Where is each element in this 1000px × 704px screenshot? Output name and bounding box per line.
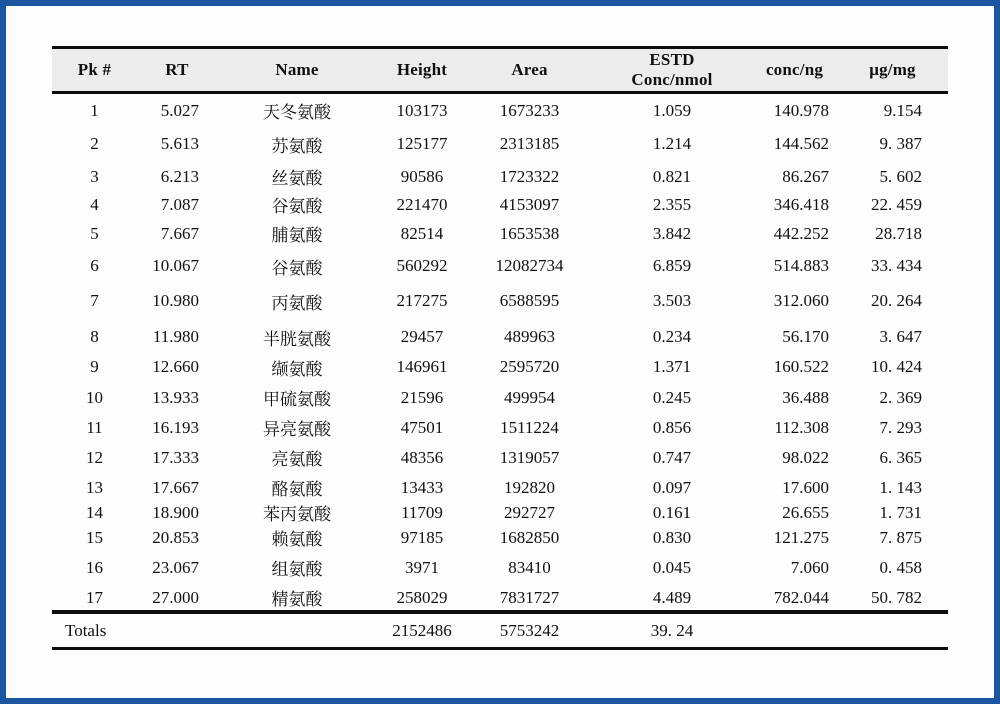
cell-estd: 1.059: [652, 100, 692, 120]
cell-conc_ng: 112.308: [774, 417, 829, 437]
totals-label: Totals: [65, 620, 107, 640]
totals-area: 5753242: [499, 620, 560, 640]
cell-conc_ng: 144.562: [773, 134, 829, 153]
cell-pk: 13: [86, 477, 103, 497]
totals-estd: 39. 24: [650, 620, 694, 640]
cell-name: 谷氨酸: [271, 197, 323, 216]
cell-conc_ng: 36.488: [782, 387, 829, 407]
cell-area: 292727: [504, 502, 555, 522]
cell-rt: 7.087: [160, 194, 199, 214]
cell-height: 560292: [396, 256, 448, 275]
cell-conc_ng: 312.060: [773, 291, 829, 310]
cell-estd: 0.097: [652, 477, 692, 497]
cell-ug_mg: 6. 365: [879, 447, 922, 467]
cell-name: 丙氨酸: [271, 293, 323, 313]
cell-ug_mg: 2. 369: [879, 387, 922, 407]
cell-area: 1723322: [499, 166, 560, 186]
cell-estd: 3.842: [652, 223, 692, 243]
table-row: [52, 440, 948, 475]
table-row: [52, 320, 948, 354]
cell-estd: 0.821: [652, 166, 692, 186]
col-header-rt: RT: [165, 60, 189, 80]
cell-pk: 4: [90, 194, 99, 214]
cell-name: 天冬氨酸: [263, 103, 331, 122]
col-header-area: Area: [511, 60, 548, 80]
cell-rt: 16.193: [152, 417, 199, 437]
cell-ug_mg: 20. 264: [871, 291, 922, 310]
cell-estd: 2.355: [652, 194, 692, 214]
cell-height: 217275: [396, 291, 448, 310]
cell-rt: 17.667: [152, 477, 199, 497]
cell-height: 97185: [400, 527, 444, 547]
cell-ug_mg: 28.718: [875, 223, 922, 243]
cell-height: 11709: [401, 502, 443, 522]
cell-estd: 0.045: [652, 557, 692, 577]
cell-ug_mg: 50. 782: [871, 587, 922, 607]
cell-height: 146961: [396, 357, 448, 376]
table-row: [52, 475, 948, 500]
cell-area: 2595720: [499, 357, 560, 376]
cell-conc_ng: 782.044: [773, 587, 829, 607]
cell-ug_mg: 33. 434: [871, 256, 922, 275]
cell-height: 29457: [400, 327, 444, 346]
totals-row: [52, 610, 948, 650]
cell-area: 1653538: [499, 223, 560, 243]
cell-estd: 0.856: [652, 417, 692, 437]
cell-height: 221470: [396, 194, 448, 214]
cell-height: 21596: [400, 387, 444, 407]
cell-conc_ng: 160.522: [773, 357, 829, 376]
estd-header-line1: ESTD: [649, 50, 695, 70]
cell-rt: 12.660: [152, 357, 199, 376]
cell-ug_mg: 1. 143: [879, 477, 922, 497]
cell-pk: 17: [86, 587, 103, 607]
cell-conc_ng: 56.170: [782, 327, 829, 346]
cell-area: 6588595: [499, 291, 560, 310]
cell-pk: 12: [86, 447, 103, 467]
cell-estd: 0.161: [652, 502, 692, 522]
col-header-ug-mg: μg/mg: [869, 60, 916, 80]
table-body: [52, 94, 948, 610]
cell-estd: 4.489: [652, 587, 692, 607]
cell-ug_mg: 7. 875: [879, 527, 922, 547]
col-header-height: Height: [396, 60, 448, 80]
cell-rt: 13.933: [152, 387, 199, 407]
cell-pk: 9: [90, 357, 99, 376]
cell-height: 13433: [400, 477, 444, 497]
totals-rt-empty: [137, 614, 217, 647]
cell-ug_mg: 1. 731: [879, 502, 922, 522]
cell-estd: 0.245: [652, 387, 692, 407]
cell-ug_mg: 9. 387: [879, 134, 922, 153]
cell-name: 精氨酸: [271, 590, 323, 609]
cell-rt: 10.980: [152, 291, 199, 310]
cell-height: 47501: [400, 417, 444, 437]
cell-estd: 1.371: [652, 357, 692, 376]
cell-area: 4153097: [499, 194, 560, 214]
table-row: [52, 585, 948, 610]
table-row: [52, 127, 948, 161]
cell-name: 丝氨酸: [271, 169, 323, 188]
cell-rt: 20.853: [152, 527, 199, 547]
cell-name: 酪氨酸: [271, 480, 323, 499]
cell-height: 125177: [396, 134, 448, 153]
cell-ug_mg: 9.154: [883, 100, 922, 120]
table-row: [52, 500, 948, 525]
table-row: [52, 282, 948, 320]
cell-ug_mg: 22. 459: [871, 194, 922, 214]
cell-area: 2313185: [499, 134, 560, 153]
cell-height: 90586: [400, 166, 444, 186]
amino-acid-results-table: [52, 46, 948, 650]
table-header-row: [52, 46, 948, 94]
cell-estd: 0.747: [652, 447, 692, 467]
cell-rt: 11.980: [152, 327, 199, 346]
cell-height: 48356: [400, 447, 444, 467]
cell-area: 499954: [504, 387, 555, 407]
cell-name: 谷氨酸: [271, 258, 323, 278]
cell-area: 12082734: [495, 256, 564, 275]
cell-area: 1319057: [499, 447, 560, 467]
cell-height: 103173: [396, 100, 448, 120]
cell-conc_ng: 121.275: [773, 527, 829, 547]
cell-area: 192820: [504, 477, 555, 497]
cell-name: 缬氨酸: [271, 359, 323, 379]
table-row: [52, 415, 948, 440]
cell-estd: 6.859: [652, 256, 692, 275]
cell-rt: 5.027: [160, 100, 199, 120]
cell-ug_mg: 10. 424: [871, 357, 922, 376]
table-row: [52, 380, 948, 415]
cell-pk: 15: [86, 527, 103, 547]
cell-name: 半胱氨酸: [263, 329, 331, 349]
cell-estd: 1.214: [652, 134, 692, 153]
cell-conc_ng: 26.655: [782, 502, 829, 522]
cell-name: 脯氨酸: [271, 226, 323, 245]
cell-rt: 27.000: [152, 587, 199, 607]
cell-pk: 10: [86, 387, 103, 407]
cell-ug_mg: 5. 602: [879, 166, 922, 186]
cell-name: 赖氨酸: [271, 530, 323, 549]
cell-height: 3971: [405, 557, 439, 577]
cell-pk: 7: [90, 291, 99, 310]
cell-pk: 14: [86, 502, 103, 522]
cell-pk: 5: [90, 223, 99, 243]
cell-rt: 10.067: [152, 256, 199, 275]
cell-conc_ng: 98.022: [782, 447, 829, 467]
table-row: [52, 94, 948, 127]
totals-ug-empty: [837, 614, 948, 647]
cell-conc_ng: 17.600: [782, 477, 829, 497]
cell-conc_ng: 514.883: [773, 256, 829, 275]
totals-height: 2152486: [392, 620, 452, 640]
cell-pk: 16: [86, 557, 103, 577]
cell-conc_ng: 442.252: [773, 223, 829, 243]
cell-ug_mg: 0. 458: [879, 557, 922, 577]
cell-area: 1682850: [499, 527, 560, 547]
cell-name: 亮氨酸: [271, 450, 323, 469]
table-row: [52, 354, 948, 380]
cell-name: 甲硫氨酸: [263, 390, 331, 409]
cell-rt: 6.213: [160, 166, 199, 186]
cell-area: 1673233: [499, 100, 560, 120]
col-header-pk: Pk #: [77, 60, 112, 80]
cell-name: 苏氨酸: [271, 136, 323, 156]
cell-conc_ng: 140.978: [773, 100, 829, 120]
cell-rt: 23.067: [152, 557, 199, 577]
table-row: [52, 217, 948, 250]
cell-name: 组氨酸: [271, 560, 323, 579]
estd-header-line2: Conc/nmol: [631, 70, 713, 89]
col-header-conc-ng: conc/ng: [765, 60, 824, 80]
cell-estd: 3.503: [652, 291, 692, 310]
totals-name-empty: [217, 614, 377, 647]
cell-rt: 5.613: [160, 134, 199, 153]
table-row: [52, 550, 948, 585]
cell-ug_mg: 7. 293: [879, 417, 922, 437]
col-header-estd: [592, 49, 752, 91]
table-row: [52, 192, 948, 217]
table-row: [52, 161, 948, 192]
cell-estd: 0.234: [652, 327, 692, 346]
cell-ug_mg: 3. 647: [879, 327, 922, 346]
cell-name: 异亮氨酸: [263, 420, 331, 439]
cell-area: 1511224: [500, 417, 559, 437]
table-row: [52, 250, 948, 282]
cell-pk: 6: [90, 256, 99, 275]
totals-conc-empty: [752, 614, 837, 647]
cell-estd: 0.830: [652, 527, 692, 547]
cell-rt: 17.333: [152, 447, 199, 467]
cell-pk: 1: [90, 100, 99, 120]
cell-height: 258029: [396, 587, 448, 607]
cell-pk: 11: [86, 417, 103, 437]
col-header-name: Name: [275, 60, 319, 80]
cell-pk: 2: [90, 134, 99, 153]
table-row: [52, 525, 948, 550]
cell-conc_ng: 7.060: [790, 557, 829, 577]
cell-conc_ng: 86.267: [782, 166, 829, 186]
cell-pk: 3: [90, 166, 99, 186]
cell-name: 苯丙氨酸: [263, 505, 331, 524]
cell-area: 7831727: [499, 587, 560, 607]
cell-height: 82514: [400, 223, 444, 243]
cell-rt: 18.900: [152, 502, 199, 522]
cell-conc_ng: 346.418: [773, 194, 829, 214]
cell-area: 83410: [508, 557, 551, 577]
cell-area: 489963: [504, 327, 555, 346]
cell-rt: 7.667: [160, 223, 199, 243]
cell-pk: 8: [90, 327, 99, 346]
